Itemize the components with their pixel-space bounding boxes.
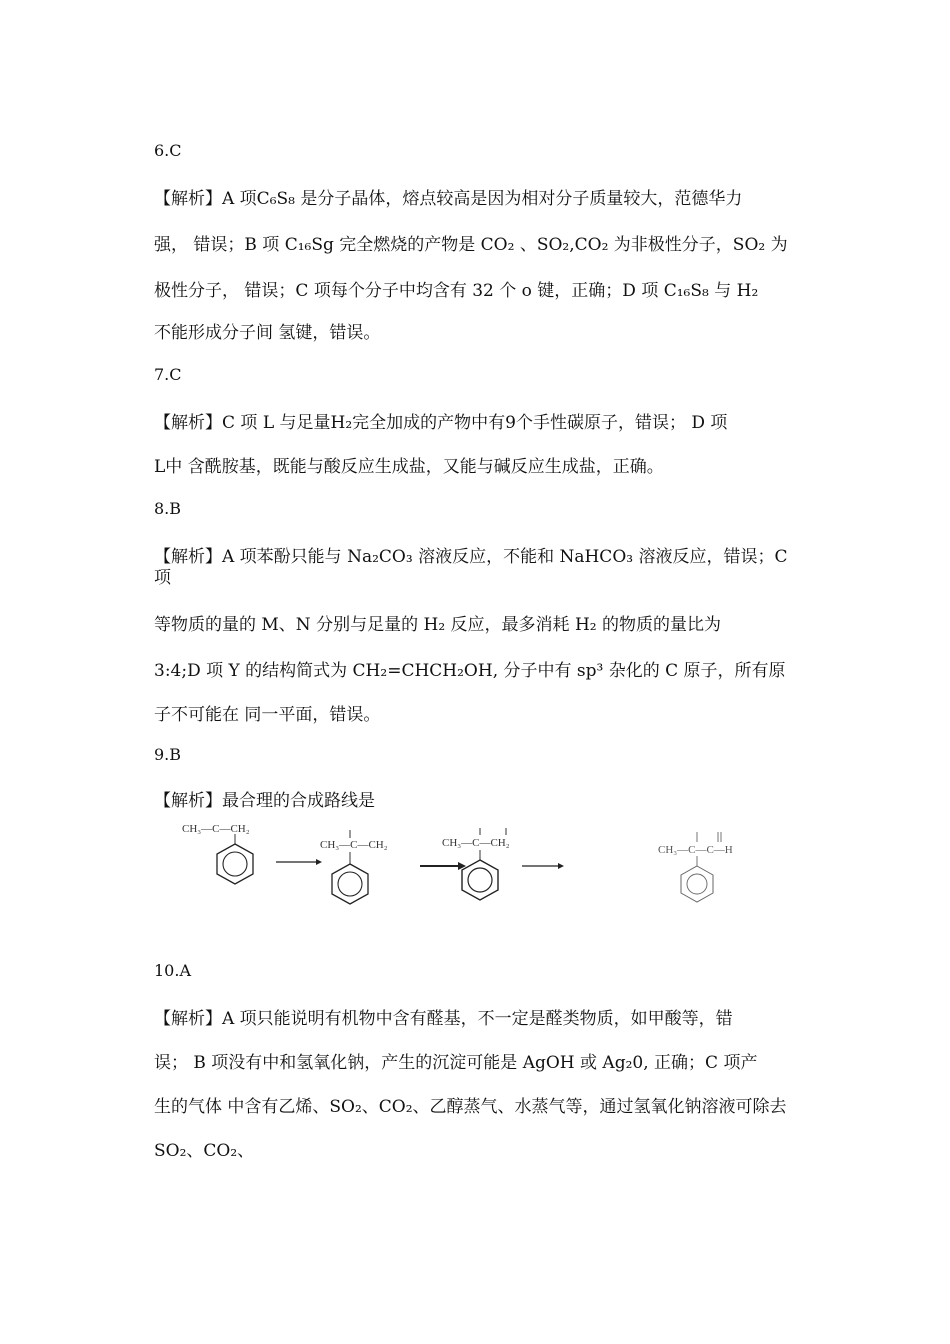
answer-10-line-1: 【解析】A 项只能说明有机物中含有醛基，不一定是醛类物质，如甲酸等，错 [154,1009,733,1029]
benzene-ring-4 [681,866,713,902]
answer-8-line-3: 等物质的量的 M、N 分别与足量的 H₂ 反应，最多消耗 H₂ 的物质的量比为 [154,615,721,635]
answer-6-number: 6.C [154,141,182,160]
answer-6-line-1: 【解析】A 项C₆S₈ 是分子晶体，熔点较高是因为相对分子质量较大，范德华力 [154,189,743,209]
answer-9-number: 9.B [154,745,182,764]
answer-9-line-1: 【解析】最合理的合成路线是 [154,791,375,811]
benzene-ring-1 [217,844,253,884]
molecule-3-label: CH₃—C—CH₂ [442,837,510,849]
answer-6-line-2: 强， 错误；B 项 C₁₆Sg 完全燃烧的产物是 CO₂ 、SO₂,CO₂ 为非极性分子，SO₂ 为 [154,235,788,255]
molecule-4-label: CH₃—C—C—H [658,844,733,856]
answer-7-number: 7.C [154,365,182,384]
molecule-1 [182,823,253,884]
benzene-ring-3 [462,860,498,900]
answer-8-number: 8.B [154,499,182,518]
answer-10-line-4: SO₂、CO₂、 [154,1141,255,1161]
synthesis-route-scheme [180,822,780,922]
molecule-2 [320,830,388,904]
answer-6-line-4: 不能形成分子间 氢键，错误。 [154,323,381,343]
answer-8-line-1: 【解析】A 项苯酚只能与 Na₂CO₃ 溶液反应，不能和 NaHCO₃ 溶液反应，错误；C [154,547,788,567]
answer-8-line-2: 项 [154,568,171,588]
molecule-2-label: CH₃—C—CH₂ [320,839,388,851]
answer-8-line-4: 3:4;D 项 Y 的结构简式为 CH₂=CHCH₂OH, 分子中有 sp³ 杂化的 C 原子，所有原 [154,661,786,681]
answer-7-line-1: 【解析】C 项 L 与足量H₂完全加成的产物中有9个手性碳原子，错误； D 项 [154,413,728,433]
answer-6-line-3: 极性分子， 错误；C 项每个分子中均含有 32 个 o 键，正确；D 项 C₁₆S₈ 与 H₂ [154,281,759,301]
benzene-ring-2 [332,864,368,904]
molecule-4 [658,832,733,902]
answer-10-line-2: 误； B 项没有中和氢氧化钠，产生的沉淀可能是 AgOH 或 Ag₂0, 正确；C 项产 [154,1053,758,1073]
molecule-1-label: CH₃—C—CH₂ [182,823,250,835]
answer-10-line-3: 生的气体 中含有乙烯、SO₂、CO₂、乙醇蒸气、水蒸气等，通过氢氧化钠溶液可除去 [154,1097,787,1117]
answer-7-line-2: L中 含酰胺基，既能与酸反应生成盐，又能与碱反应生成盐，正确。 [154,457,664,477]
answer-8-line-5: 子不可能在 同一平面，错误。 [154,705,381,725]
molecule-3 [442,828,510,900]
answer-10-number: 10.A [154,961,191,980]
